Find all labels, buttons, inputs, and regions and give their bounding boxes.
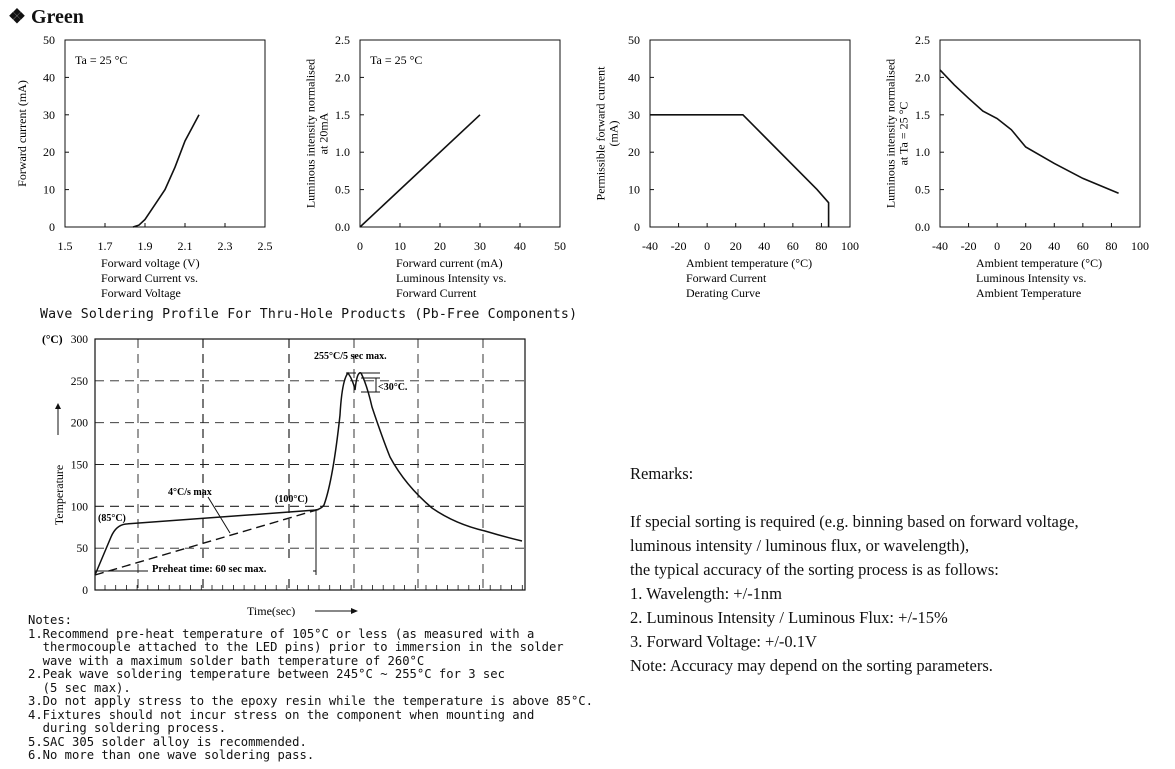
note-line: 2.Peak wave soldering temperature between 245°C ~ 255°C for 3 sec [28,667,505,681]
wave-soldering-chart [20,325,540,617]
preheat-end-label: (100°C) [275,494,308,505]
x-tick-label: 50 [554,239,566,253]
chart-caption: Ambient Temperature [976,286,1082,300]
chart-caption: Luminous Intensity vs. [976,271,1087,285]
note-line: during soldering process. [28,721,227,735]
y-tick-label: 10 [43,182,55,197]
y-tick-label: 50 [628,33,640,47]
x-tick-label: 2.3 [217,239,233,253]
notes-title: Notes: [28,613,73,627]
y-tick-label: 200 [70,417,88,430]
plot-frame [650,40,850,227]
x-tick-label: 100 [841,239,859,253]
x-tick-label: 2.5 [257,239,273,253]
x-tick-label: 60 [786,239,799,253]
note-line: 6.No more than one wave soldering pass. [28,748,315,762]
y-tick-label: 0.5 [335,182,350,197]
section-heading [8,4,84,29]
y-tick-label: 250 [70,375,88,388]
remarks-line: If special sorting is required (e.g. binning based on forward voltage, [630,512,1079,531]
y-axis-label: (mA) [606,120,621,147]
y-tick-label: 50 [43,33,55,47]
y-tick-label: 300 [70,334,88,346]
y-axis-label: Luminous intensity normalised [303,58,318,209]
y-tick-label: 1.0 [915,145,930,160]
soldering-profile-curve [95,373,522,575]
x-axis-label: Ambient temperature (°C) [686,256,813,270]
y-tick-label: 1.0 [335,145,350,160]
y-tick-label: 30 [43,107,55,122]
x-tick-label: 0 [994,239,1001,253]
y-axis-label: at 20mA [316,112,331,155]
x-tick-label: -20 [670,239,687,253]
rate-leader [208,497,230,533]
dip-label: <30°C. [378,382,408,393]
note-line: (5 sec max). [28,680,131,695]
y-tick-label: 1.5 [335,107,350,122]
luminous-vs-current-chart [295,30,585,305]
note-line: thermocouple attached to the LED pins) prior to immersion in the solder [28,640,564,654]
x-tick-label: 2.1 [177,239,193,253]
derating-curve-chart [585,30,875,305]
y-tick-label: 100 [70,501,88,514]
x-tick-label: 1.9 [137,239,153,253]
chart-caption: Forward Current vs. [101,271,198,285]
preheat-time-label: Preheat time: 60 sec max. [152,564,267,575]
y-tick-label: 0.0 [335,220,350,234]
x-tick-label: 60 [1076,239,1089,253]
x-tick-label: -40 [932,239,948,253]
y-tick-label: 50 [76,543,88,556]
x-tick-label: 0 [357,239,363,253]
forward-voltage-chart [0,30,290,305]
y-axis-label: at Ta = 25 °C [896,101,911,166]
preheat-start-label: (85°C) [98,513,126,524]
y-tick-label: 0 [49,220,55,234]
condition-annotation: Ta = 25 °C [370,53,423,67]
note-line: 4.Fixtures should not incur stress on the component when mounting and [28,707,535,722]
plot-frame [940,40,1140,227]
remarks-line: luminous intensity / luminous flux, or wavelength), [630,536,970,555]
chart-caption: Forward Current [396,286,477,300]
series-line [940,70,1119,193]
x-tick-label: 100 [1131,239,1149,253]
wave-y-unit: (°C) [42,334,63,346]
chart-caption: Luminous Intensity vs. [396,271,507,285]
rate-label: 4°C/s max [168,487,212,498]
x-tick-label: 20 [434,239,446,253]
y-tick-label: 20 [628,145,640,160]
x-tick-label: 80 [1105,239,1118,253]
x-tick-label: 0 [704,239,711,253]
y-tick-label: 20 [43,145,55,160]
x-axis-label: Forward current (mA) [396,256,503,270]
heading-text: Green [30,6,84,28]
x-tick-label: 40 [1048,239,1061,253]
diamond-bullet-icon: ❖ [8,6,26,28]
y-tick-label: 2.0 [335,70,350,85]
y-tick-label: 150 [70,459,88,472]
wave-y-axis-label: Temperature [52,464,66,526]
wave-y-arrow-head [55,403,61,409]
y-tick-label: 2.5 [335,33,350,47]
y-tick-label: 10 [628,182,640,197]
x-tick-label: 40 [514,239,526,253]
y-tick-label: 0 [82,585,88,597]
y-axis-label: Permissible forward current [593,66,608,201]
x-tick-label: 20 [729,239,742,253]
y-tick-label: 1.5 [915,107,930,122]
y-tick-label: 40 [43,70,55,85]
x-tick-label: -40 [642,239,658,253]
remarks-line: Note: Accuracy may depend on the sorting parameters. [630,656,993,675]
y-tick-label: 0.0 [915,220,930,234]
condition-annotation: Ta = 25 °C [75,53,128,67]
peak-label: 255°C/5 sec max. [314,351,387,362]
series-line [360,115,480,227]
y-axis-label: Forward current (mA) [15,80,29,187]
x-tick-label: 1.7 [97,239,113,253]
x-tick-label: 40 [758,239,771,253]
y-tick-label: 40 [628,70,640,85]
series-line [133,115,199,227]
note-line: 5.SAC 305 solder alloy is recommended. [28,734,307,749]
wave-grid [95,339,525,590]
remarks-line: 3. Forward Voltage: +/-0.1V [630,632,817,651]
y-tick-label: 2.5 [915,33,930,47]
notes-block [28,614,593,763]
x-tick-label: 20 [1019,239,1032,253]
x-tick-label: 10 [394,239,406,253]
chart-caption: Forward Voltage [101,286,181,300]
plot-frame [65,40,265,227]
y-tick-label: 0 [634,220,640,234]
remarks-title: Remarks: [630,464,694,483]
x-tick-label: 80 [815,239,828,253]
chart-caption: Forward Current [686,271,767,285]
luminous-vs-temperature-chart [875,30,1175,305]
y-tick-label: 30 [628,107,640,122]
x-tick-label: 1.5 [57,239,73,253]
remarks-line: the typical accuracy of the sorting process is as follows: [630,560,999,579]
note-line: wave with a maximum solder bath temperature of 260°C [28,653,425,668]
series-line [650,115,829,227]
note-line: 3.Do not apply stress to the epoxy resin while the temperature is above 85°C. [28,694,593,708]
x-axis-label: Ambient temperature (°C) [976,256,1103,270]
wave-x-axis-label: Time(sec) [247,604,296,617]
note-line: 1.Recommend pre-heat temperature of 105°C or less (as measured with a [28,626,535,641]
wave-soldering-title: Wave Soldering Profile For Thru-Hole Products (Pb-Free Components) [40,307,578,322]
x-axis-label: Forward voltage (V) [101,256,200,270]
y-axis-label: Luminous intensity normalised [883,58,898,209]
x-tick-label: -20 [960,239,977,253]
remarks-line: 1. Wavelength: +/-1nm [630,584,783,603]
remarks-line: 2. Luminous Intensity / Luminous Flux: +/-15% [630,608,948,627]
chart-caption: Derating Curve [686,286,761,300]
x-tick-label: 30 [474,239,486,253]
remarks-block [630,462,1079,678]
y-tick-label: 2.0 [915,70,930,85]
y-tick-label: 0.5 [915,182,930,197]
